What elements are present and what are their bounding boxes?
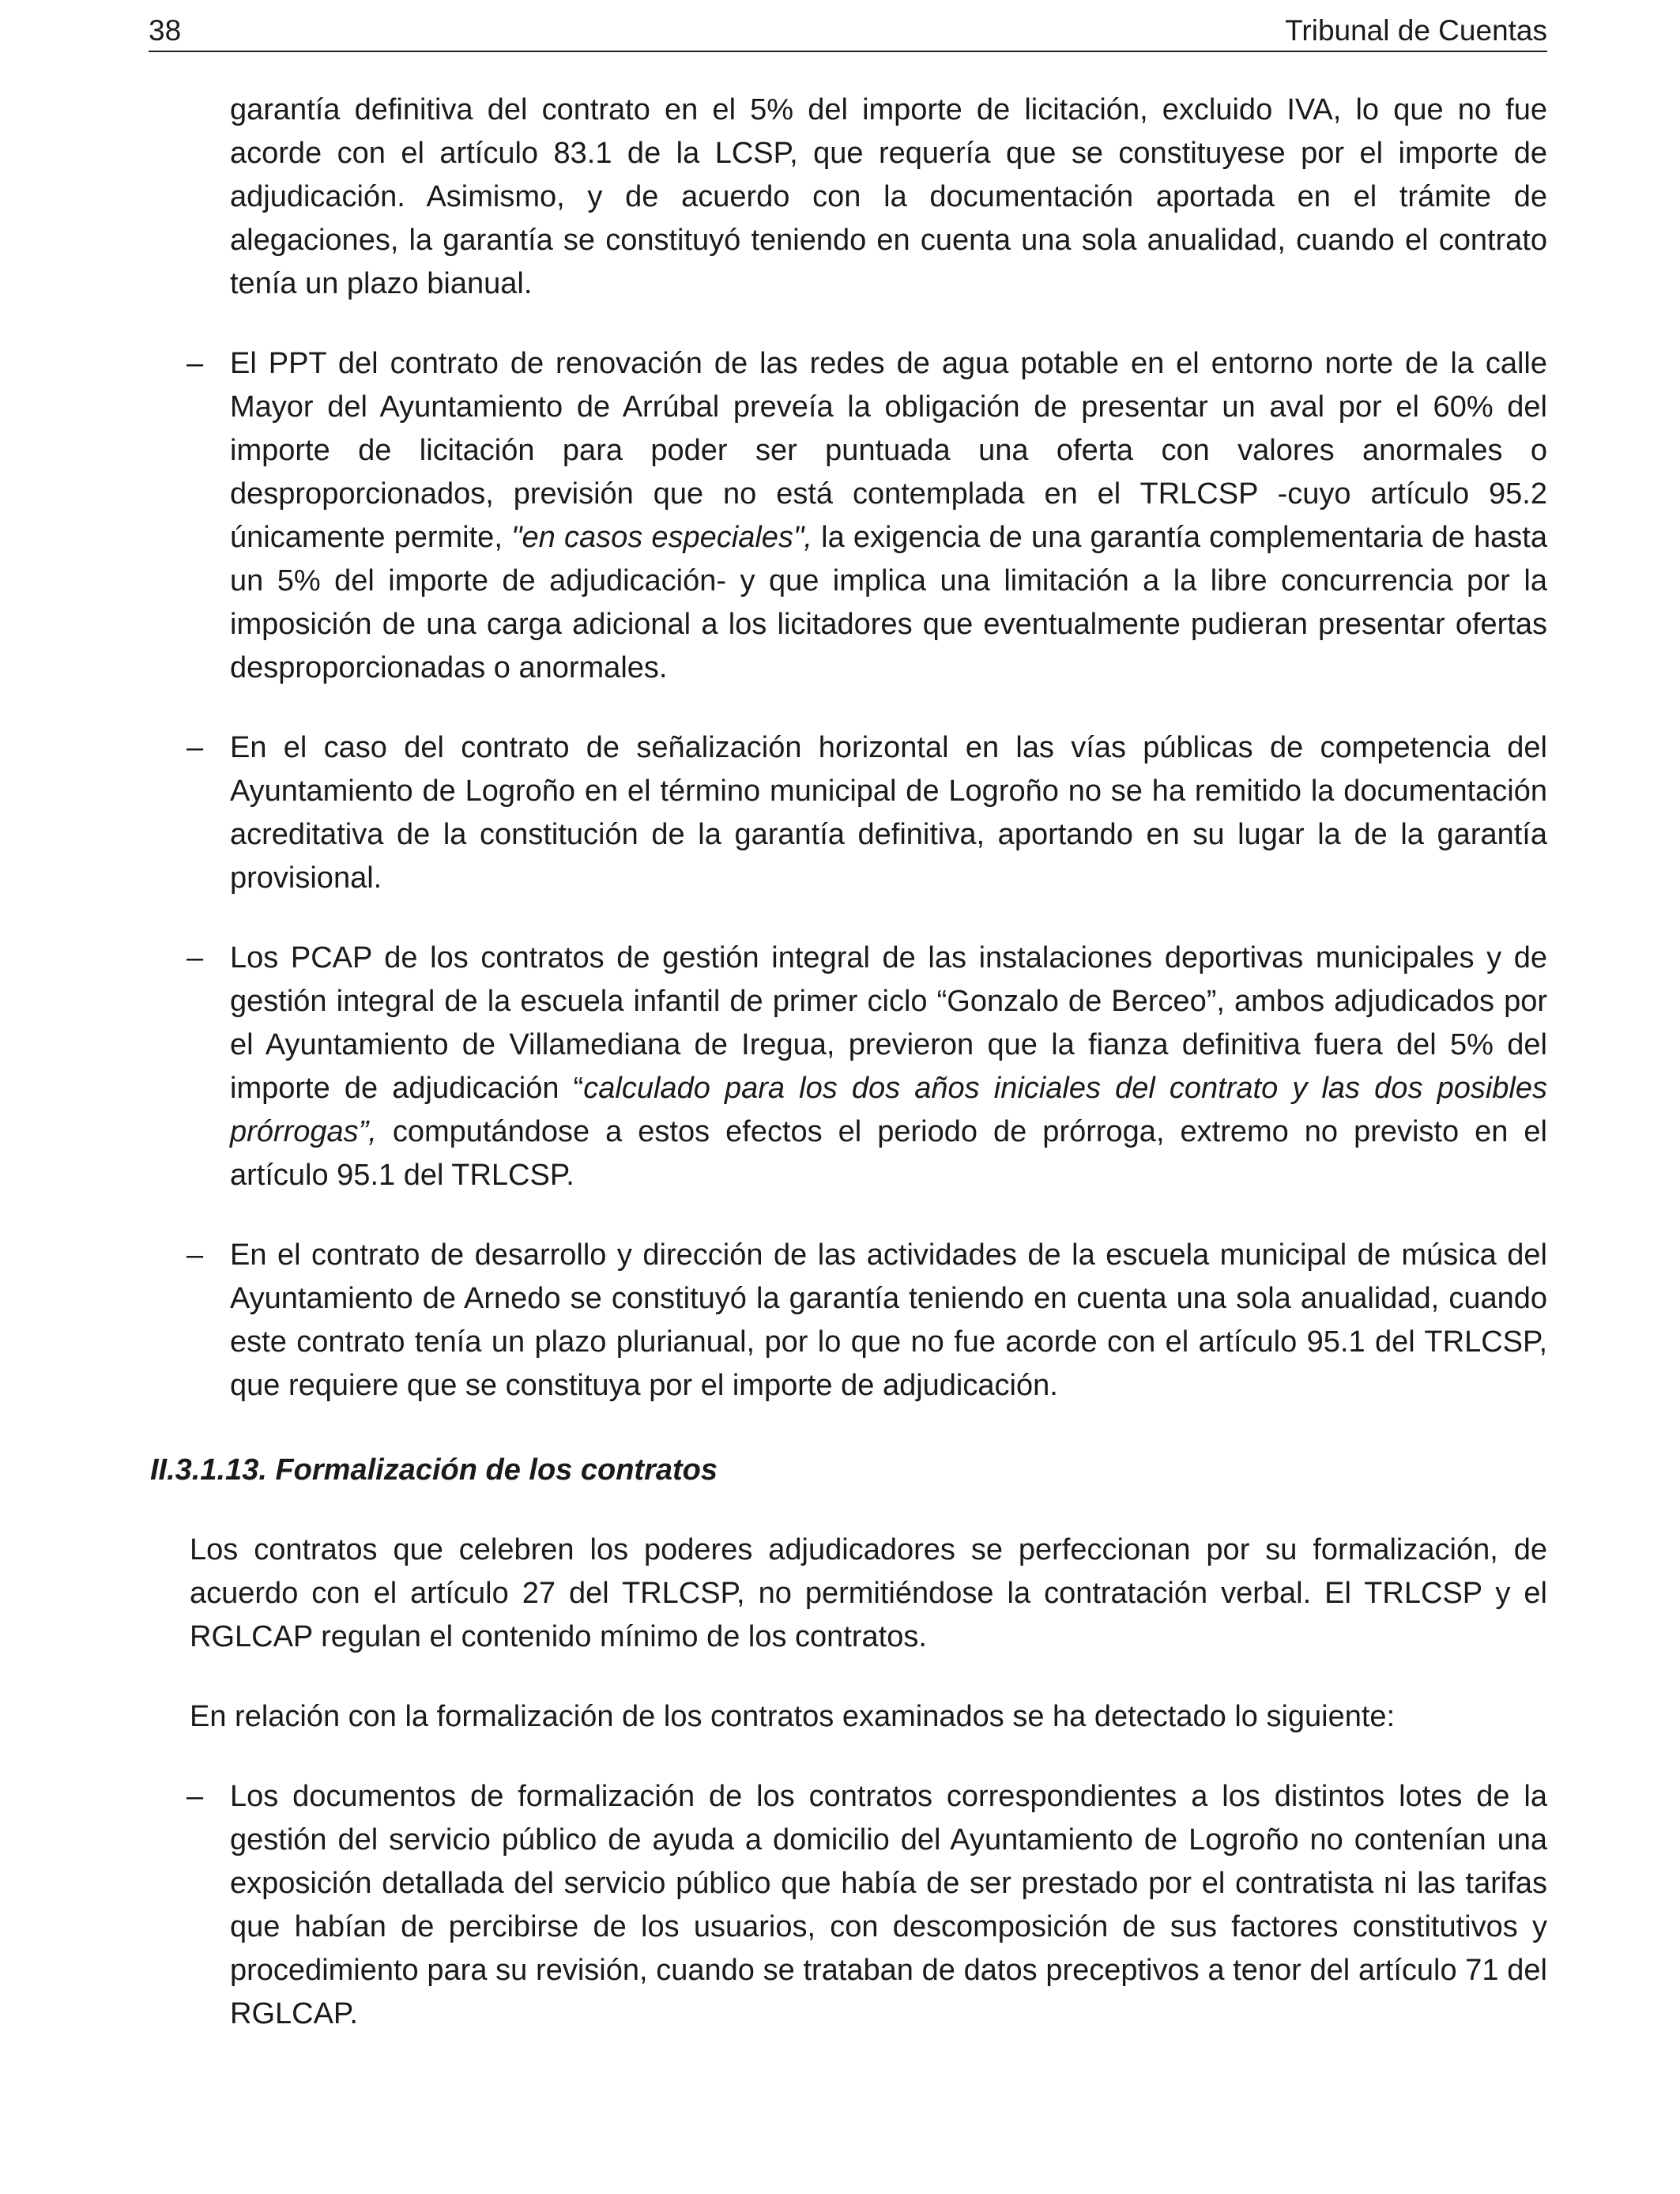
dash-bullet: – — [186, 347, 204, 380]
dash-bullet: – — [186, 1780, 204, 1813]
item3-quote: calculado para los dos años iniciales del contrato y las dos posibles prórrogas”, — [230, 1072, 1547, 1148]
list-item — [186, 342, 1547, 690]
page-number: 38 — [149, 14, 182, 47]
list-item-text — [230, 342, 1547, 690]
dash-bullet: – — [186, 731, 204, 764]
section-heading: II.3.1.13. Formalización de los contratos — [150, 1453, 718, 1487]
list-item-text: En el contrato de desarrollo y dirección de las actividades de la escuela municipal de música del Ayuntamiento de Arnedo se constituyó la garantía teniendo en cuenta una sola anualidad, cuando este contrato tenía un plazo plurianual, por lo que no fue acorde con el artículo 95.1 del TRLCSP, que requiere que se constituya por el importe de adjudicación. — [230, 1238, 1547, 1402]
list-item — [186, 1775, 1547, 2036]
body-paragraph: Los contratos que celebren los poderes adjudicadores se perfeccionan por su formalización, de acuerdo con el artículo 27 del TRLCSP, no permitiéndose la contratación verbal. El TRLCSP y el RGLCAP regulan el contenido mínimo de los contratos. — [190, 1533, 1547, 1653]
continuation-paragraph: garantía definitiva del contrato en el 5% del importe de licitación, excluido IVA, lo que no fue acorde con el artículo 83.1 de la LCSP, que requería que se constituyese por el importe de adjudicación. Asimismo, y de acuerdo con la documentación aportada en el trámite de alegaciones, la garantía se constituyó teniendo en cuenta una sola anualidad, cuando el contrato tenía un plazo bianual. — [230, 93, 1547, 300]
list-item-text: En el caso del contrato de señalización horizontal en las vías públicas de competencia del Ayuntamiento de Logroño en el término municipal de Logroño no se ha remitido la documentación acreditativa de la constitución de la garantía definitiva, aportando en su lugar la de la garantía provisional. — [230, 731, 1547, 895]
body-paragraph: En relación con la formalización de los contratos examinados se ha detectado lo siguiente: — [190, 1700, 1396, 1733]
item3-text-b: computándose a estos efectos el periodo de prórroga, extremo no previsto en el artículo 95.1 del TRLCSP. — [230, 1115, 1547, 1192]
item1-quote: "en casos especiales", — [511, 521, 812, 554]
list-item — [186, 937, 1547, 1197]
dash-bullet: – — [186, 1238, 204, 1272]
header-title: Tribunal de Cuentas — [1285, 14, 1547, 47]
list-item-text — [230, 937, 1547, 1197]
item1-text-b: la exigencia de una garantía complementaria de hasta un 5% del importe de adjudicación- y que implica una limitación a la libre concurrencia por la imposición de una carga adicional a los licitadores que eventualmente pudieran presentar ofertas desproporcionadas o anormales. — [230, 521, 1547, 684]
item3-text-a: Los PCAP de los contratos de gestión integral de las instalaciones deportivas municipales y de gestión integral de la escuela infantil de primer ciclo “Gonzalo de Berceo”, ambos adjudicados por el Ayuntamiento de Villamediana de Iregua, previeron que la fianza definitiva fuera del 5% del importe de adjudicación “ — [230, 941, 1547, 1105]
list-item-text: Los documentos de formalización de los contratos correspondientes a los distintos lotes de la gestión del servicio público de ayuda a domicilio del Ayuntamiento de Logroño no contenían una exposición detallada del servicio público que había de ser prestado por el contratista ni las tarifas que habían de percibirse de los usuarios, con descomposición de sus factores constitutivos y procedimiento para su revisión, cuando se trataban de datos preceptivos a tenor del artículo 71 del RGLCAP. — [230, 1780, 1547, 2030]
document-body — [149, 89, 1547, 2036]
list-item — [186, 1234, 1547, 1408]
dash-bullet: – — [186, 941, 204, 974]
page-header — [149, 11, 1547, 52]
list-item — [186, 726, 1547, 900]
item1-text-a: El PPT del contrato de renovación de las redes de agua potable en el entorno norte de la calle Mayor del Ayuntamiento de Arrúbal preveía la obligación de presentar un aval por el 60% del importe de licitación para poder ser puntuada una oferta con valores anormales o desproporcionados, previsión que no está contemplada en el TRLCSP -cuyo artículo 95.2 únicamente permite, — [230, 347, 1547, 554]
